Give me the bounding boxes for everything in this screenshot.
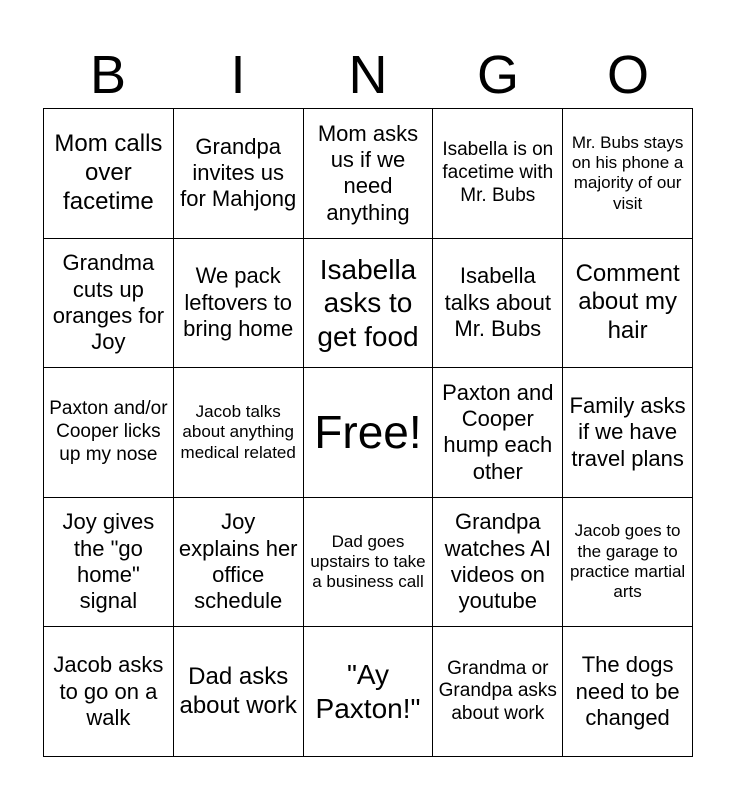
bingo-cell[interactable] [44, 627, 174, 757]
bingo-cell[interactable] [44, 239, 174, 369]
bingo-cell[interactable] [433, 627, 563, 757]
cell-text: Isabella asks to get food [317, 253, 419, 352]
bingo-cell[interactable] [174, 368, 304, 498]
bingo-cell[interactable] [563, 368, 693, 498]
bingo-cell[interactable] [174, 239, 304, 369]
cell-text: Isabella talks about Mr. Bubs [444, 263, 551, 342]
cell-text: Isabella is on facetime with Mr. Bubs [442, 139, 554, 206]
bingo-title [43, 44, 693, 106]
bingo-cell[interactable] [44, 109, 174, 239]
bingo-cell[interactable] [304, 239, 434, 369]
cell-text: Jacob goes to the garage to practice martial arts [569, 521, 686, 602]
cell-text: Jacob asks to go on a walk [53, 652, 164, 730]
bingo-cell[interactable] [304, 109, 434, 239]
cell-text: Jacob talks about anything medical related [180, 401, 296, 462]
cell-text: Joy gives the "go home" signal [62, 509, 155, 614]
bingo-cell[interactable] [563, 627, 693, 757]
free-space-cell[interactable] [304, 368, 434, 498]
bingo-cell[interactable] [44, 368, 174, 498]
cell-text: Grandma or Grandpa asks about work [438, 657, 557, 725]
cell-text: Mom calls over facetime [54, 130, 163, 215]
bingo-cell[interactable] [304, 627, 434, 757]
bingo-cell[interactable] [433, 368, 563, 498]
cell-text: Joy explains her office schedule [178, 509, 298, 614]
bingo-board [43, 108, 693, 757]
title-letter-o: O [606, 45, 649, 105]
cell-text: "Ay Paxton!" [315, 659, 421, 724]
cell-text: Dad asks about work [179, 662, 297, 719]
cell-text: Comment about my hair [575, 259, 680, 345]
cell-text: We pack leftovers to bring home [183, 263, 294, 342]
cell-text: Family asks if we have travel plans [569, 392, 686, 471]
cell-text: Paxton and/or Cooper licks up my nose [49, 398, 168, 465]
cell-text: Mom asks us if we need anything [317, 120, 419, 225]
cell-text: Paxton and Cooper hump each other [442, 379, 554, 484]
cell-text: Dad goes upstairs to take a business call [310, 531, 426, 592]
bingo-cell[interactable] [563, 498, 693, 628]
bingo-cell[interactable] [433, 109, 563, 239]
bingo-cell[interactable] [174, 498, 304, 628]
bingo-cell[interactable] [433, 239, 563, 369]
bingo-cell[interactable] [433, 498, 563, 628]
cell-text: Grandma cuts up oranges for Joy [52, 250, 165, 355]
bingo-cell[interactable] [44, 498, 174, 628]
bingo-cell[interactable] [174, 627, 304, 757]
cell-text: Grandpa invites us for Mahjong [180, 133, 297, 212]
title-letter-i: I [230, 45, 246, 105]
bingo-cell[interactable] [563, 109, 693, 239]
title-letter-b: B [89, 45, 127, 105]
cell-text: The dogs need to be changed [575, 652, 680, 730]
title-letter-n: N [348, 45, 388, 105]
cell-text: Mr. Bubs stays on his phone a majority of our visit [571, 132, 684, 213]
cell-text: Grandpa watches AI videos on youtube [444, 509, 551, 614]
bingo-cell[interactable] [304, 498, 434, 628]
bingo-cell[interactable] [563, 239, 693, 369]
bingo-cell[interactable] [174, 109, 304, 239]
free-space-text: Free! [314, 405, 422, 458]
title-letter-g: G [476, 45, 519, 105]
